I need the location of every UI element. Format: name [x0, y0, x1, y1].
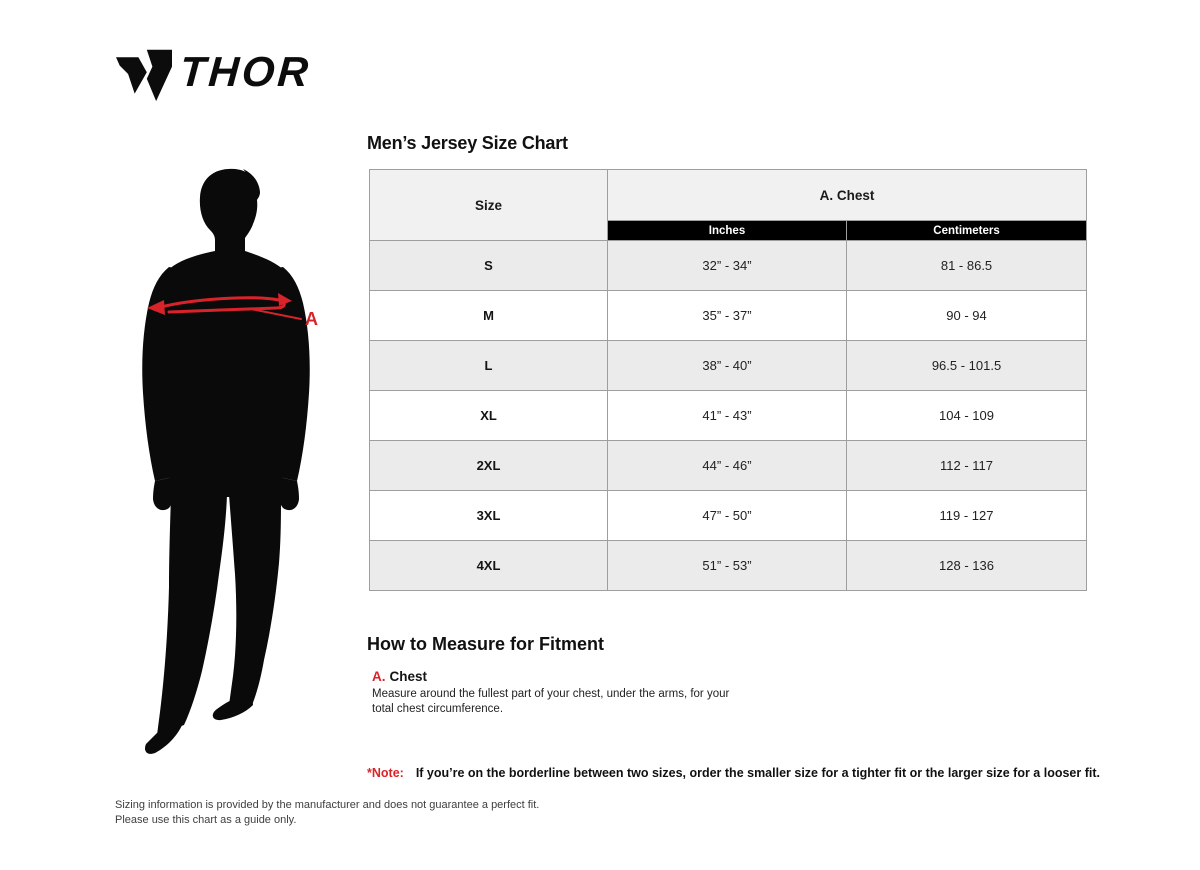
column-header-chest: A. Chest	[608, 170, 1087, 221]
note-prefix: *Note:	[367, 766, 404, 780]
cell-size: L	[370, 341, 608, 391]
cell-cm: 104 - 109	[847, 391, 1087, 441]
cell-inches: 32” - 34”	[608, 241, 847, 291]
cell-cm: 112 - 117	[847, 441, 1087, 491]
male-silhouette-figure	[133, 165, 333, 765]
cell-cm: 128 - 136	[847, 541, 1087, 591]
cell-size: S	[370, 241, 608, 291]
column-header-centimeters: Centimeters	[847, 221, 1087, 241]
cell-inches: 41” - 43”	[608, 391, 847, 441]
cell-cm: 119 - 127	[847, 491, 1087, 541]
cell-size: XL	[370, 391, 608, 441]
cell-inches: 51” - 53”	[608, 541, 847, 591]
table-row	[370, 241, 1087, 291]
table-row	[370, 491, 1087, 541]
measure-point-label: A	[305, 309, 318, 329]
disclaimer-line: Please use this chart as a guide only.	[115, 814, 297, 826]
column-header-size: Size	[370, 170, 608, 241]
cell-cm: 96.5 - 101.5	[847, 341, 1087, 391]
chest-measure-description	[372, 687, 729, 717]
table-row	[370, 391, 1087, 441]
table-row	[370, 291, 1087, 341]
disclaimer	[115, 798, 539, 828]
chest-measure-label	[372, 669, 427, 684]
cell-inches: 38” - 40”	[608, 341, 847, 391]
disclaimer-line: Sizing information is provided by the manufacturer and does not guarantee a perfect fit.	[115, 799, 540, 811]
column-header-inches: Inches	[608, 221, 847, 241]
note-text: If you’re on the borderline between two sizes, order the smaller size for a tighter fit or the larger size for a looser fit.	[415, 766, 1100, 780]
chest-label-letter: A.	[372, 669, 386, 684]
cell-cm: 81 - 86.5	[847, 241, 1087, 291]
measure-heading: How to Measure for Fitment	[367, 634, 605, 654]
chest-label-name: Chest	[389, 669, 428, 684]
cell-inches: 44” - 46”	[608, 441, 847, 491]
cell-size: 4XL	[370, 541, 608, 591]
size-table-body	[370, 241, 1087, 591]
thor-horns-icon	[116, 42, 172, 108]
cell-size: M	[370, 291, 608, 341]
size-table	[369, 169, 1087, 591]
description-line: total chest circumference.	[372, 703, 504, 715]
table-row	[370, 341, 1087, 391]
sizing-note	[367, 766, 1100, 780]
page-title: Men’s Jersey Size Chart	[367, 133, 568, 153]
cell-size: 3XL	[370, 491, 608, 541]
thor-logo	[116, 42, 311, 108]
cell-inches: 47” - 50”	[608, 491, 847, 541]
cell-inches: 35” - 37”	[608, 291, 847, 341]
cell-size: 2XL	[370, 441, 608, 491]
cell-cm: 90 - 94	[847, 291, 1087, 341]
thor-wordmark: THOR	[178, 48, 313, 95]
table-row	[370, 541, 1087, 591]
table-row	[370, 441, 1087, 491]
description-line: Measure around the fullest part of your chest, under the arms, for your	[372, 688, 730, 700]
male-silhouette-icon	[133, 165, 333, 765]
